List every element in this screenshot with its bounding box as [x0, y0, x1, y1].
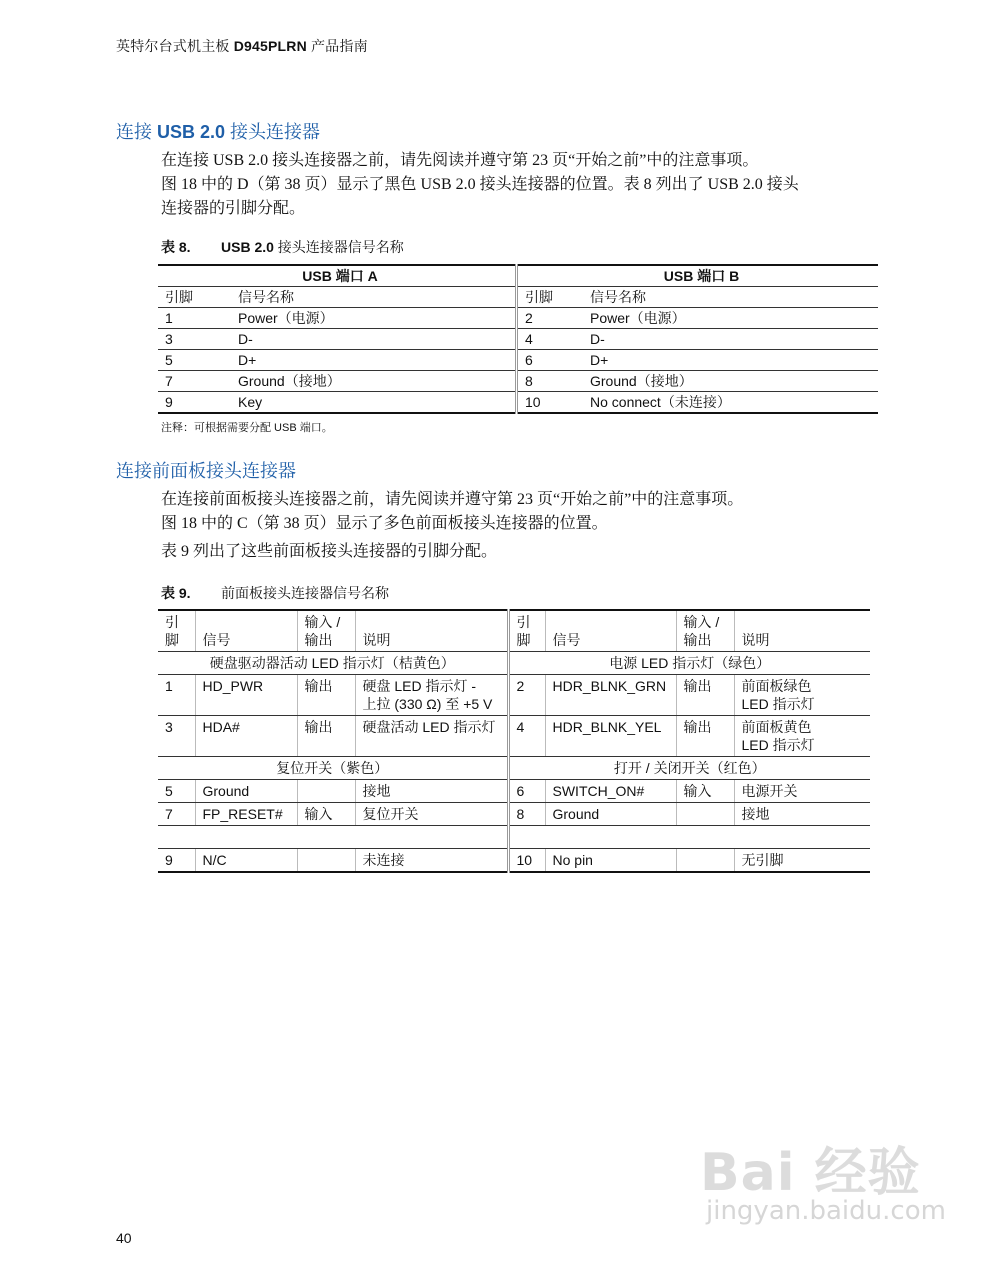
desc-cell: 无引脚	[734, 849, 870, 873]
blank-row	[158, 826, 870, 849]
io-cell: 输出	[676, 716, 734, 757]
watermark-logo: Bai 经验	[700, 1143, 921, 1203]
para-line: 在连接前面板接头连接器之前，请先阅读并遵守第 23 页“开始之前”中的注意事项。	[161, 491, 744, 508]
section-front-panel-paragraph	[161, 488, 881, 564]
desc-cell: 复位开关	[355, 803, 508, 826]
section-front-panel-heading: 连接前面板接头连接器	[116, 461, 296, 481]
signal-cell: Ground（接地）	[583, 371, 878, 392]
pin-cell: 5	[158, 780, 195, 803]
signal-cell: HDR_BLNK_GRN	[545, 675, 676, 716]
group-row	[158, 652, 870, 675]
io-cell	[297, 849, 355, 873]
col-signal-header: 信号	[195, 610, 297, 652]
pin-cell: 6	[517, 350, 584, 371]
col-signal-header: 信号名称	[231, 287, 517, 308]
group-power-led: 电源 LED 指示灯（绿色）	[508, 652, 870, 675]
table-row	[158, 392, 878, 414]
pin-cell: 5	[158, 350, 231, 371]
signal-cell: HDA#	[195, 716, 297, 757]
para-line: 图 18 中的 D（第 38 页）显示了黑色 USB 2.0 接头连接器的位置。表 8 列出了 USB 2.0 接头	[161, 176, 799, 193]
table-row	[158, 849, 870, 873]
running-header	[116, 36, 368, 56]
desc-cell: 接地	[734, 803, 870, 826]
signal-cell: No pin	[545, 849, 676, 873]
table-row	[158, 716, 870, 757]
table8-caption	[161, 237, 404, 257]
signal-cell: HDR_BLNK_YEL	[545, 716, 676, 757]
heading-prefix: 连接	[116, 122, 158, 142]
pin-cell: 4	[517, 329, 584, 350]
group-row	[158, 757, 870, 780]
desc-cell: 接地	[355, 780, 508, 803]
desc-cell: 前面板绿色 LED 指示灯	[734, 675, 870, 716]
col-pin-header: 引脚	[158, 287, 231, 308]
heading-bold: USB 2.0	[157, 122, 226, 142]
pin-cell: 7	[158, 371, 231, 392]
page-number: 40	[116, 1230, 132, 1246]
table-row	[158, 308, 878, 329]
desc-cell: 硬盘活动 LED 指示灯	[355, 716, 508, 757]
header-title-suffix: 产品指南	[306, 38, 368, 54]
pin-cell: 3	[158, 329, 231, 350]
signal-cell: HD_PWR	[195, 675, 297, 716]
io-cell	[676, 803, 734, 826]
signal-cell: Ground	[195, 780, 297, 803]
col-io-header: 输入 / 输出	[676, 610, 734, 652]
blank-cell	[508, 826, 870, 849]
signal-cell: Key	[231, 392, 517, 414]
signal-cell: FP_RESET#	[195, 803, 297, 826]
signal-cell: Ground	[545, 803, 676, 826]
watermark-url: jingyan.baidu.com	[706, 1196, 946, 1226]
section-usb-paragraph	[161, 149, 881, 221]
desc-cell: 硬盘 LED 指示灯 - 上拉 (330 Ω) 至 +5 V	[355, 675, 508, 716]
para-line: 在连接 USB 2.0 接头连接器之前，请先阅读并遵守第 23 页“开始之前”中的注意事项。	[161, 152, 759, 169]
pin-cell: 6	[508, 780, 545, 803]
signal-cell: Ground（接地）	[231, 371, 517, 392]
col-pin-header: 引 脚	[158, 610, 195, 652]
col-signal-header: 信号名称	[583, 287, 878, 308]
group-reset-switch: 复位开关（紫色）	[158, 757, 508, 780]
io-cell: 输入	[297, 803, 355, 826]
pin-cell: 4	[508, 716, 545, 757]
col-pin-header: 引脚	[517, 287, 584, 308]
group-power-switch: 打开 / 关闭开关（红色）	[508, 757, 870, 780]
signal-cell: D-	[231, 329, 517, 350]
col-desc-header: 说明	[734, 610, 870, 652]
para-line: 连接器的引脚分配。	[161, 200, 306, 217]
signal-cell: N/C	[195, 849, 297, 873]
signal-cell: Power（电源）	[583, 308, 878, 329]
pin-cell: 10	[508, 849, 545, 873]
io-cell: 输出	[297, 675, 355, 716]
pin-cell: 9	[158, 849, 195, 873]
table9-caption-text: 前面板接头连接器信号名称	[221, 585, 389, 601]
pin-cell: 2	[517, 308, 584, 329]
desc-cell: 电源开关	[734, 780, 870, 803]
header-row	[158, 610, 870, 652]
port-b-header: USB 端口 B	[517, 265, 879, 287]
group-hdd-led: 硬盘驱动器活动 LED 指示灯（桔黄色）	[158, 652, 508, 675]
pin-cell: 8	[517, 371, 584, 392]
pin-cell: 8	[508, 803, 545, 826]
signal-cell: Power（电源）	[231, 308, 517, 329]
pin-cell: 1	[158, 308, 231, 329]
signal-cell: No connect（未连接）	[583, 392, 878, 414]
desc-cell: 前面板黄色 LED 指示灯	[734, 716, 870, 757]
usb-pin-table	[158, 264, 878, 414]
table9-caption-number: 表 9.	[161, 585, 191, 601]
io-cell	[676, 849, 734, 873]
io-cell	[297, 780, 355, 803]
table8-caption-bold: USB 2.0	[221, 239, 274, 255]
pin-cell: 3	[158, 716, 195, 757]
io-cell: 输出	[297, 716, 355, 757]
table8-caption-number: 表 8.	[161, 239, 191, 255]
section-usb-heading	[116, 118, 320, 144]
signal-cell: D+	[583, 350, 878, 371]
port-a-header: USB 端口 A	[158, 265, 517, 287]
front-panel-pin-table	[158, 609, 870, 873]
blank-cell	[158, 826, 508, 849]
pin-cell: 10	[517, 392, 584, 414]
table-row	[158, 803, 870, 826]
baidu-watermark	[700, 1130, 950, 1240]
col-signal-header: 信号	[545, 610, 676, 652]
header-title-prefix: 英特尔台式机主板	[116, 38, 234, 54]
pin-cell: 9	[158, 392, 231, 414]
col-desc-header: 说明	[355, 610, 508, 652]
io-cell: 输入	[676, 780, 734, 803]
table-row	[158, 371, 878, 392]
table8-note: 注释：可根据需要分配 USB 端口。	[161, 422, 333, 434]
para-line: 表 9 列出了这些前面板接头连接器的引脚分配。	[161, 543, 498, 560]
signal-cell: D+	[231, 350, 517, 371]
table-row	[158, 780, 870, 803]
table9-caption	[161, 583, 389, 603]
header-model: D945PLRN	[233, 38, 307, 54]
para-line: 图 18 中的 C（第 38 页）显示了多色前面板接头连接器的位置。	[161, 515, 608, 532]
pin-cell: 7	[158, 803, 195, 826]
col-pin-header: 引 脚	[508, 610, 545, 652]
table-row	[158, 329, 878, 350]
io-cell: 输出	[676, 675, 734, 716]
table-row	[158, 350, 878, 371]
signal-cell: D-	[583, 329, 878, 350]
pin-cell: 2	[508, 675, 545, 716]
col-io-header: 输入 / 输出	[297, 610, 355, 652]
desc-cell: 未连接	[355, 849, 508, 873]
signal-cell: SWITCH_ON#	[545, 780, 676, 803]
heading-suffix: 接头连接器	[225, 122, 321, 142]
pin-cell: 1	[158, 675, 195, 716]
table8-caption-text: 接头连接器信号名称	[273, 239, 404, 255]
table-row	[158, 675, 870, 716]
